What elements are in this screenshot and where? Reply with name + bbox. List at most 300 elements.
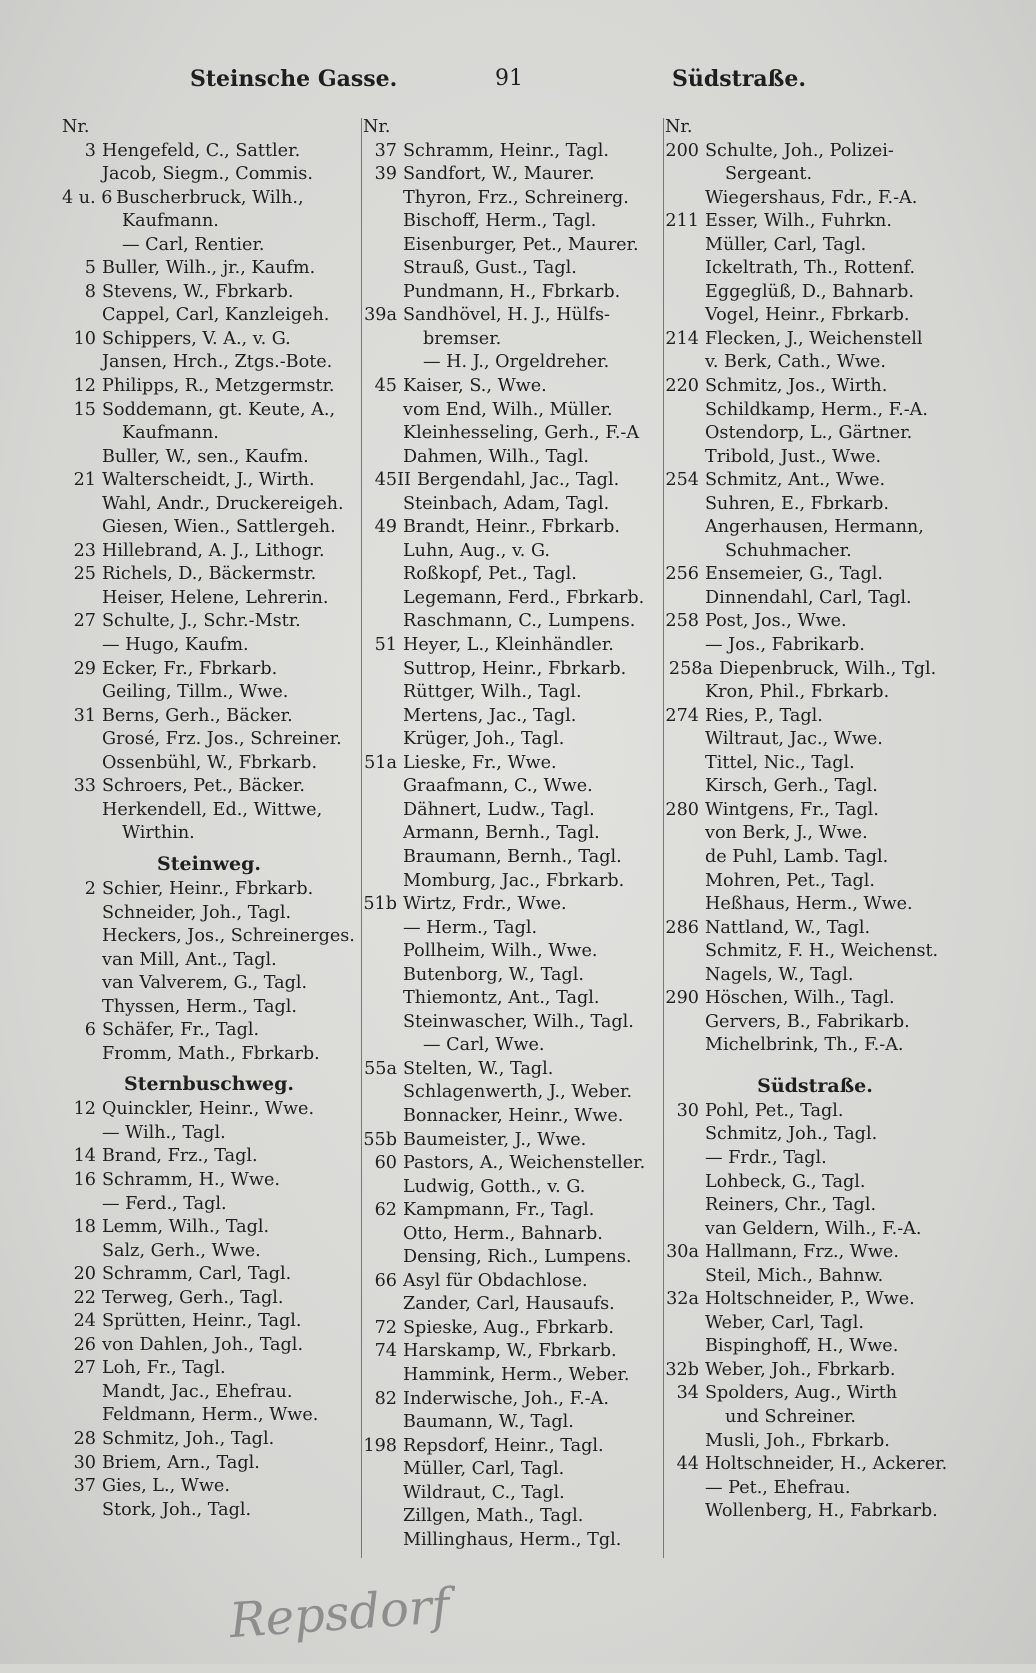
directory-entry bbox=[62, 587, 356, 611]
directory-entry bbox=[665, 469, 965, 493]
entry-text: Wintgens, Fr., Tagl. bbox=[705, 799, 879, 820]
entry-text: Harskamp, W., Fbrkarb. bbox=[403, 1341, 617, 1362]
column-label bbox=[363, 116, 663, 140]
directory-entry bbox=[665, 446, 965, 470]
entry-text: Lemm, Wilh., Tagl. bbox=[102, 1217, 270, 1238]
entry-text: Strauß, Gust., Tagl. bbox=[403, 258, 577, 279]
directory-entry bbox=[62, 1381, 356, 1405]
entry-text: Sprütten, Heinr., Tagl. bbox=[102, 1311, 302, 1332]
entry-text: Krüger, Joh., Tagl. bbox=[403, 729, 565, 750]
directory-entry bbox=[363, 563, 663, 587]
directory-entry bbox=[62, 1334, 356, 1358]
street-heading: Südstraße. bbox=[757, 1074, 873, 1097]
entry-text: Buscherbruck, Wilh., bbox=[116, 187, 304, 208]
house-number: 30a bbox=[666, 1242, 699, 1263]
entry-text: Mertens, Jac., Tagl. bbox=[403, 705, 577, 726]
directory-entry bbox=[363, 728, 663, 752]
house-number: 26 bbox=[73, 1334, 96, 1355]
entry-text: Hillebrand, A. J., Lithogr. bbox=[102, 540, 325, 561]
entry-text: Buller, W., sen., Kaufm. bbox=[102, 446, 309, 467]
directory-entry bbox=[363, 964, 663, 988]
entry-text: Sandhövel, H. J., Hülfs- bbox=[403, 305, 611, 326]
house-number: 220 bbox=[665, 376, 699, 397]
house-number: 55b bbox=[363, 1129, 397, 1150]
directory-entry bbox=[363, 846, 663, 870]
directory-entry bbox=[665, 634, 965, 658]
directory-entry bbox=[363, 1011, 663, 1035]
entry-text: Weber, Joh., Fbrkarb. bbox=[705, 1359, 896, 1380]
directory-entry bbox=[665, 399, 965, 423]
entry-text: Geiling, Tillm., Wwe. bbox=[102, 682, 289, 703]
directory-entry bbox=[363, 1081, 663, 1105]
column-label bbox=[665, 116, 965, 140]
house-number: 2 bbox=[84, 878, 96, 899]
entry-text: Salz, Gerh., Wwe. bbox=[102, 1240, 261, 1261]
entry-text: von Dahlen, Joh., Tagl. bbox=[102, 1334, 304, 1355]
entry-text: Heiser, Helene, Lehrerin. bbox=[102, 587, 329, 608]
directory-entry bbox=[62, 1357, 356, 1381]
directory-entry bbox=[363, 1105, 663, 1129]
entry-text: Lohbeck, G., Tagl. bbox=[705, 1171, 866, 1192]
entry-text: Hengefeld, C., Sattler. bbox=[102, 140, 301, 161]
entry-text: Reiners, Chr., Tagl. bbox=[705, 1195, 877, 1216]
entry-text: Schneider, Joh., Tagl. bbox=[102, 902, 292, 923]
entry-text: Jacob, Siegm., Commis. bbox=[102, 164, 313, 185]
entry-text: Sergeant. bbox=[725, 164, 813, 185]
directory-entry bbox=[363, 610, 663, 634]
directory-entry bbox=[363, 446, 663, 470]
street-heading: Sternbuschweg. bbox=[124, 1073, 294, 1096]
directory-entry bbox=[665, 1194, 965, 1218]
house-number: 30 bbox=[676, 1100, 699, 1121]
entry-text: de Puhl, Lamb. Tagl. bbox=[705, 846, 889, 867]
directory-entry bbox=[665, 893, 965, 917]
directory-entry bbox=[363, 422, 663, 446]
entry-text: Diepenbruck, Wilh., Tgl. bbox=[719, 658, 937, 679]
house-number: 82 bbox=[374, 1388, 397, 1409]
directory-entry bbox=[665, 964, 965, 988]
entry-text: Ecker, Fr., Fbrkarb. bbox=[102, 658, 278, 679]
street-heading: Steinweg. bbox=[157, 852, 261, 875]
directory-entry bbox=[665, 1406, 965, 1430]
house-number: 8 bbox=[84, 281, 96, 302]
entry-text: Schramm, Carl, Tagl. bbox=[102, 1264, 292, 1285]
house-number: 214 bbox=[665, 328, 699, 349]
entry-text: Quinckler, Heinr., Wwe. bbox=[102, 1099, 315, 1120]
house-number: 51 bbox=[374, 635, 397, 656]
directory-entry bbox=[665, 351, 965, 375]
entry-text: Esser, Wilh., Fuhrkn. bbox=[705, 211, 892, 232]
directory-entry bbox=[62, 399, 356, 423]
entry-text: Schuhmacher. bbox=[725, 540, 852, 561]
directory-entry bbox=[363, 1529, 663, 1553]
directory-entry bbox=[665, 1034, 965, 1058]
house-number: 31 bbox=[73, 705, 96, 726]
house-number: 66 bbox=[374, 1270, 397, 1291]
directory-entry bbox=[62, 902, 356, 926]
entry-text: vom End, Wilh., Müller. bbox=[403, 399, 613, 420]
house-number: 74 bbox=[374, 1341, 397, 1362]
directory-entry bbox=[665, 422, 965, 446]
directory-entry bbox=[363, 234, 663, 258]
directory-entry bbox=[665, 1123, 965, 1147]
entry-text: Berns, Gerh., Bäcker. bbox=[102, 705, 293, 726]
house-number: 12 bbox=[73, 376, 96, 397]
directory-entry bbox=[363, 775, 663, 799]
directory-entry bbox=[665, 681, 965, 705]
entry-text: Ries, P., Tagl. bbox=[705, 705, 823, 726]
directory-entry bbox=[62, 658, 356, 682]
directory-entry bbox=[62, 996, 356, 1020]
directory-entry bbox=[363, 140, 663, 164]
directory-entry bbox=[665, 563, 965, 587]
entry-text: Suttrop, Heinr., Fbrkarb. bbox=[403, 658, 627, 679]
entry-text: Repsdorf, Heinr., Tagl. bbox=[403, 1435, 604, 1456]
directory-entry bbox=[62, 1098, 356, 1122]
directory-entry bbox=[62, 799, 356, 823]
entry-text: Michelbrink, Th., F.-A. bbox=[705, 1035, 904, 1056]
house-number: 16 bbox=[73, 1169, 96, 1190]
house-number: 24 bbox=[73, 1311, 96, 1332]
directory-entry bbox=[363, 1034, 663, 1058]
entry-text: Brandt, Heinr., Fbrkarb. bbox=[403, 517, 620, 538]
directory-entry bbox=[665, 1265, 965, 1289]
entry-text: Giesen, Wien., Sattlergeh. bbox=[102, 517, 336, 538]
entry-text: Wiltraut, Jac., Wwe. bbox=[705, 729, 883, 750]
directory-entry bbox=[363, 681, 663, 705]
entry-text: Schmitz, Joh., Tagl. bbox=[102, 1428, 275, 1449]
directory-entry bbox=[363, 1317, 663, 1341]
entry-text: Roßkopf, Pet., Tagl. bbox=[403, 564, 577, 585]
house-number: 27 bbox=[73, 611, 96, 632]
directory-entry bbox=[363, 822, 663, 846]
entry-text: von Berk, J., Wwe. bbox=[705, 823, 868, 844]
entry-text: Ickeltrath, Th., Rottenf. bbox=[705, 258, 916, 279]
directory-entry bbox=[363, 1411, 663, 1435]
directory-entry bbox=[665, 210, 965, 234]
directory-entry bbox=[665, 1500, 965, 1524]
directory-entry bbox=[665, 1288, 965, 1312]
directory-entry bbox=[665, 328, 965, 352]
directory-entry bbox=[363, 1223, 663, 1247]
directory-entry bbox=[62, 446, 356, 470]
directory-entry bbox=[62, 187, 356, 211]
directory-entry bbox=[665, 1382, 965, 1406]
directory-entry bbox=[665, 822, 965, 846]
entry-text: Kampmann, Fr., Tagl. bbox=[403, 1200, 595, 1221]
entry-text: Heckers, Jos., Schreinerges. bbox=[102, 926, 355, 947]
directory-entry bbox=[62, 257, 356, 281]
directory-entry bbox=[665, 1430, 965, 1454]
entry-text: Eisenburger, Pet., Maurer. bbox=[403, 234, 639, 255]
house-number: 5 bbox=[84, 258, 96, 279]
column-2 bbox=[363, 116, 663, 1571]
house-number: 62 bbox=[374, 1200, 397, 1221]
entry-text: Ossenbühl, W., Fbrkarb. bbox=[102, 752, 318, 773]
entry-text: Pollheim, Wilh., Wwe. bbox=[403, 941, 598, 962]
directory-entry bbox=[363, 281, 663, 305]
entry-text: Soddemann, gt. Keute, A., bbox=[102, 399, 336, 420]
entry-text: Richels, D., Bäckermstr. bbox=[102, 564, 317, 585]
directory-entry bbox=[363, 1129, 663, 1153]
entry-text: — Frdr., Tagl. bbox=[705, 1147, 827, 1168]
directory-entry bbox=[363, 210, 663, 234]
entry-text: Eggeglüß, D., Bahnarb. bbox=[705, 281, 915, 302]
entry-text: Zillgen, Math., Tagl. bbox=[403, 1506, 584, 1527]
directory-entry bbox=[665, 799, 965, 823]
house-number: 254 bbox=[665, 470, 699, 491]
entry-text: Steinbach, Adam, Tagl. bbox=[403, 493, 610, 514]
house-number: 258a bbox=[668, 658, 713, 679]
directory-entry bbox=[363, 705, 663, 729]
entry-text: Asyl für Obdachlose. bbox=[403, 1270, 588, 1291]
directory-entry bbox=[363, 1152, 663, 1176]
directory-entry bbox=[363, 1270, 663, 1294]
directory-entry bbox=[62, 878, 356, 902]
directory-entry bbox=[665, 234, 965, 258]
directory-entry bbox=[363, 1246, 663, 1270]
house-number: 49 bbox=[374, 517, 397, 538]
entry-text: Heßhaus, Herm., Wwe. bbox=[705, 894, 913, 915]
directory-entry bbox=[363, 1435, 663, 1459]
directory-entry bbox=[363, 1505, 663, 1529]
entry-text: Tittel, Nic., Tagl. bbox=[705, 752, 855, 773]
house-number: 45II bbox=[374, 470, 411, 491]
page-number: 91 bbox=[495, 66, 523, 91]
directory-entry bbox=[62, 1287, 356, 1311]
directory-entry bbox=[62, 1452, 356, 1476]
entry-text: Bonnacker, Heinr., Wwe. bbox=[403, 1105, 624, 1126]
directory-entry bbox=[62, 1310, 356, 1334]
entry-text: Stork, Joh., Tagl. bbox=[102, 1499, 252, 1520]
directory-entry bbox=[62, 351, 356, 375]
entry-text: v. Berk, Cath., Wwe. bbox=[705, 352, 886, 373]
house-number: 37 bbox=[73, 1476, 96, 1497]
directory-entry bbox=[665, 540, 965, 564]
entry-text: Steil, Mich., Bahnw. bbox=[705, 1265, 884, 1286]
entry-text: Suhren, E., Fbrkarb. bbox=[705, 493, 889, 514]
entry-text: Pastors, A., Weichensteller. bbox=[403, 1153, 646, 1174]
directory-entry bbox=[363, 870, 663, 894]
entry-text: Mandt, Jac., Ehefrau. bbox=[102, 1381, 293, 1402]
house-number: 211 bbox=[665, 211, 699, 232]
directory-entry bbox=[363, 893, 663, 917]
entry-text: Holtschneider, H., Ackerer. bbox=[705, 1454, 948, 1475]
house-number: 274 bbox=[665, 705, 699, 726]
directory-entry bbox=[62, 1404, 356, 1428]
entry-text: Zander, Carl, Hausaufs. bbox=[403, 1294, 615, 1315]
directory-entry bbox=[62, 540, 356, 564]
entry-text: Schlagenwerth, J., Weber. bbox=[403, 1082, 633, 1103]
house-number: 72 bbox=[374, 1317, 397, 1338]
directory-entry bbox=[62, 949, 356, 973]
directory-entry bbox=[665, 658, 965, 682]
house-number: 18 bbox=[73, 1217, 96, 1238]
entry-text: Inderwische, Joh., F.-A. bbox=[403, 1388, 609, 1409]
directory-entry bbox=[62, 493, 356, 517]
directory-entry bbox=[665, 281, 965, 305]
entry-text: Wirthin. bbox=[122, 823, 195, 844]
house-number: 280 bbox=[665, 799, 699, 820]
entry-text: Wahl, Andr., Druckereigeh. bbox=[102, 493, 344, 514]
directory-entry bbox=[363, 799, 663, 823]
directory-entry bbox=[665, 587, 965, 611]
entry-text: Pohl, Pet., Tagl. bbox=[705, 1100, 844, 1121]
house-number: 23 bbox=[73, 540, 96, 561]
entry-text: Pundmann, H., Fbrkarb. bbox=[403, 281, 621, 302]
directory-entry bbox=[665, 1011, 965, 1035]
entry-text: Baumann, W., Tagl. bbox=[403, 1412, 574, 1433]
entry-text: van Mill, Ant., Tagl. bbox=[102, 949, 277, 970]
entry-text: Schulte, J., Schr.-Mstr. bbox=[102, 611, 301, 632]
entry-text: Hallmann, Frz., Wwe. bbox=[705, 1242, 899, 1263]
house-number: 29 bbox=[73, 658, 96, 679]
directory-entry bbox=[363, 1340, 663, 1364]
directory-entry bbox=[665, 775, 965, 799]
entry-text: Spieske, Aug., Fbrkarb. bbox=[403, 1317, 615, 1338]
house-number: 32a bbox=[666, 1289, 699, 1310]
entry-text: Angerhausen, Hermann, bbox=[705, 517, 924, 538]
entry-text: Briem, Arn., Tagl. bbox=[102, 1452, 260, 1473]
entry-text: Ludwig, Gotth., v. G. bbox=[403, 1176, 586, 1197]
entry-text: Wirtz, Frdr., Wwe. bbox=[403, 894, 567, 915]
entry-text: Ostendorp, L., Gärtner. bbox=[705, 423, 913, 444]
directory-entry bbox=[665, 917, 965, 941]
entry-text: Höschen, Wilh., Tagl. bbox=[705, 988, 895, 1009]
entry-text: Schramm, H., Wwe. bbox=[102, 1169, 280, 1190]
house-number: 25 bbox=[73, 564, 96, 585]
entry-text: Stevens, W., Fbrkarb. bbox=[102, 281, 294, 302]
entry-text: und Schreiner. bbox=[725, 1406, 857, 1427]
directory-entry bbox=[62, 163, 356, 187]
entry-text: Schramm, Heinr., Tagl. bbox=[403, 140, 609, 161]
entry-text: Walterscheidt, J., Wirth. bbox=[102, 470, 315, 491]
directory-entry bbox=[665, 493, 965, 517]
directory-entry bbox=[62, 1193, 356, 1217]
entry-text: Thyssen, Herm., Tagl. bbox=[102, 996, 297, 1017]
house-number: 27 bbox=[73, 1358, 96, 1379]
entry-text: — Carl, Rentier. bbox=[122, 234, 265, 255]
house-number: 200 bbox=[665, 140, 699, 161]
entry-text: Nr. bbox=[665, 117, 693, 137]
entry-text: van Valverem, G., Tagl. bbox=[102, 973, 308, 994]
entry-text: Bergendahl, Jac., Tagl. bbox=[417, 470, 620, 491]
directory-entry bbox=[363, 634, 663, 658]
column-1 bbox=[62, 116, 356, 1571]
entry-text: Bischoff, Herm., Tagl. bbox=[403, 211, 597, 232]
directory-entry bbox=[363, 1482, 663, 1506]
entry-text: Wildraut, C., Tagl. bbox=[403, 1482, 565, 1503]
entry-text: Flecken, J., Weichenstell bbox=[705, 328, 923, 349]
entry-text: Grosé, Frz. Jos., Schreiner. bbox=[102, 729, 342, 750]
entry-text: Schäfer, Fr., Tagl. bbox=[102, 1020, 260, 1041]
entry-text: Wiegershaus, Fdr., F.-A. bbox=[705, 187, 918, 208]
directory-entry bbox=[363, 257, 663, 281]
house-number: 4 u. 6 bbox=[62, 187, 113, 208]
directory-entry bbox=[363, 752, 663, 776]
directory-entry bbox=[62, 563, 356, 587]
directory-entry bbox=[363, 1388, 663, 1412]
directory-entry bbox=[62, 469, 356, 493]
directory-entry bbox=[665, 257, 965, 281]
directory-entry bbox=[363, 987, 663, 1011]
entry-text: Steinwascher, Wilh., Tagl. bbox=[403, 1011, 634, 1032]
house-number: 34 bbox=[676, 1383, 699, 1404]
entry-text: Kleinhesseling, Gerh., F.-A bbox=[403, 423, 640, 444]
directory-entry bbox=[62, 304, 356, 328]
house-number: 290 bbox=[665, 988, 699, 1009]
house-number: 6 bbox=[84, 1020, 96, 1041]
house-number: 21 bbox=[73, 470, 96, 491]
entry-text: Post, Jos., Wwe. bbox=[705, 611, 847, 632]
directory-entry bbox=[665, 1477, 965, 1501]
entry-text: — H. J., Orgeldreher. bbox=[423, 352, 610, 373]
entry-text: Kaiser, S., Wwe. bbox=[403, 376, 547, 397]
directory-entry bbox=[62, 728, 356, 752]
entry-text: Schulte, Joh., Polizei- bbox=[705, 140, 894, 161]
directory-entry bbox=[665, 705, 965, 729]
house-number: 22 bbox=[73, 1287, 96, 1308]
house-number: 12 bbox=[73, 1099, 96, 1120]
entry-text: Schmitz, F. H., Weichenst. bbox=[705, 941, 939, 962]
entry-text: van Geldern, Wilh., F.-A. bbox=[705, 1218, 922, 1239]
directory-entry bbox=[62, 1499, 356, 1523]
directory-entry bbox=[665, 375, 965, 399]
directory-entry bbox=[62, 1428, 356, 1452]
entry-text: Müller, Carl, Tagl. bbox=[705, 234, 867, 255]
entry-text: — Herm., Tagl. bbox=[403, 917, 538, 938]
entry-text: Armann, Bernh., Tagl. bbox=[403, 823, 600, 844]
entry-text: Momburg, Jac., Fbrkarb. bbox=[403, 870, 625, 891]
entry-text: Gies, L., Wwe. bbox=[102, 1476, 230, 1497]
house-number: 30 bbox=[73, 1452, 96, 1473]
entry-text: Densing, Rich., Lumpens. bbox=[403, 1247, 632, 1268]
directory-entry bbox=[665, 846, 965, 870]
entry-text: — Ferd., Tagl. bbox=[102, 1193, 227, 1214]
directory-entry bbox=[665, 187, 965, 211]
directory-entry bbox=[363, 187, 663, 211]
directory-entry bbox=[62, 610, 356, 634]
entry-text: Braumann, Bernh., Tagl. bbox=[403, 846, 622, 867]
entry-text: Stelten, W., Tagl. bbox=[403, 1058, 554, 1079]
directory-entry bbox=[665, 728, 965, 752]
directory-entry bbox=[363, 375, 663, 399]
directory-entry bbox=[363, 304, 663, 328]
entry-text: Nagels, W., Tagl. bbox=[705, 964, 854, 985]
directory-entry bbox=[62, 681, 356, 705]
directory-entry bbox=[665, 1359, 965, 1383]
directory-entry bbox=[363, 1199, 663, 1223]
entry-text: Schier, Heinr., Fbrkarb. bbox=[102, 878, 314, 899]
entry-text: Brand, Frz., Tagl. bbox=[102, 1146, 258, 1167]
entry-text: Fromm, Math., Fbrkarb. bbox=[102, 1043, 320, 1064]
directory-entry bbox=[363, 328, 663, 352]
directory-entry bbox=[363, 1176, 663, 1200]
directory-entry bbox=[62, 328, 356, 352]
directory-entry bbox=[665, 1147, 965, 1171]
entry-text: — Jos., Fabrikarb. bbox=[705, 635, 865, 656]
handwritten-signature: Repsdorf bbox=[227, 1577, 452, 1650]
house-number: 256 bbox=[665, 564, 699, 585]
directory-entry bbox=[62, 822, 356, 846]
entry-text: Holtschneider, P., Wwe. bbox=[705, 1289, 915, 1310]
column-3 bbox=[665, 116, 965, 1571]
directory-entry bbox=[363, 516, 663, 540]
entry-text: Kaufmann. bbox=[122, 211, 219, 232]
house-number: 44 bbox=[676, 1454, 699, 1475]
directory-entry bbox=[62, 752, 356, 776]
entry-text: Musli, Joh., Fbrkarb. bbox=[705, 1430, 890, 1451]
